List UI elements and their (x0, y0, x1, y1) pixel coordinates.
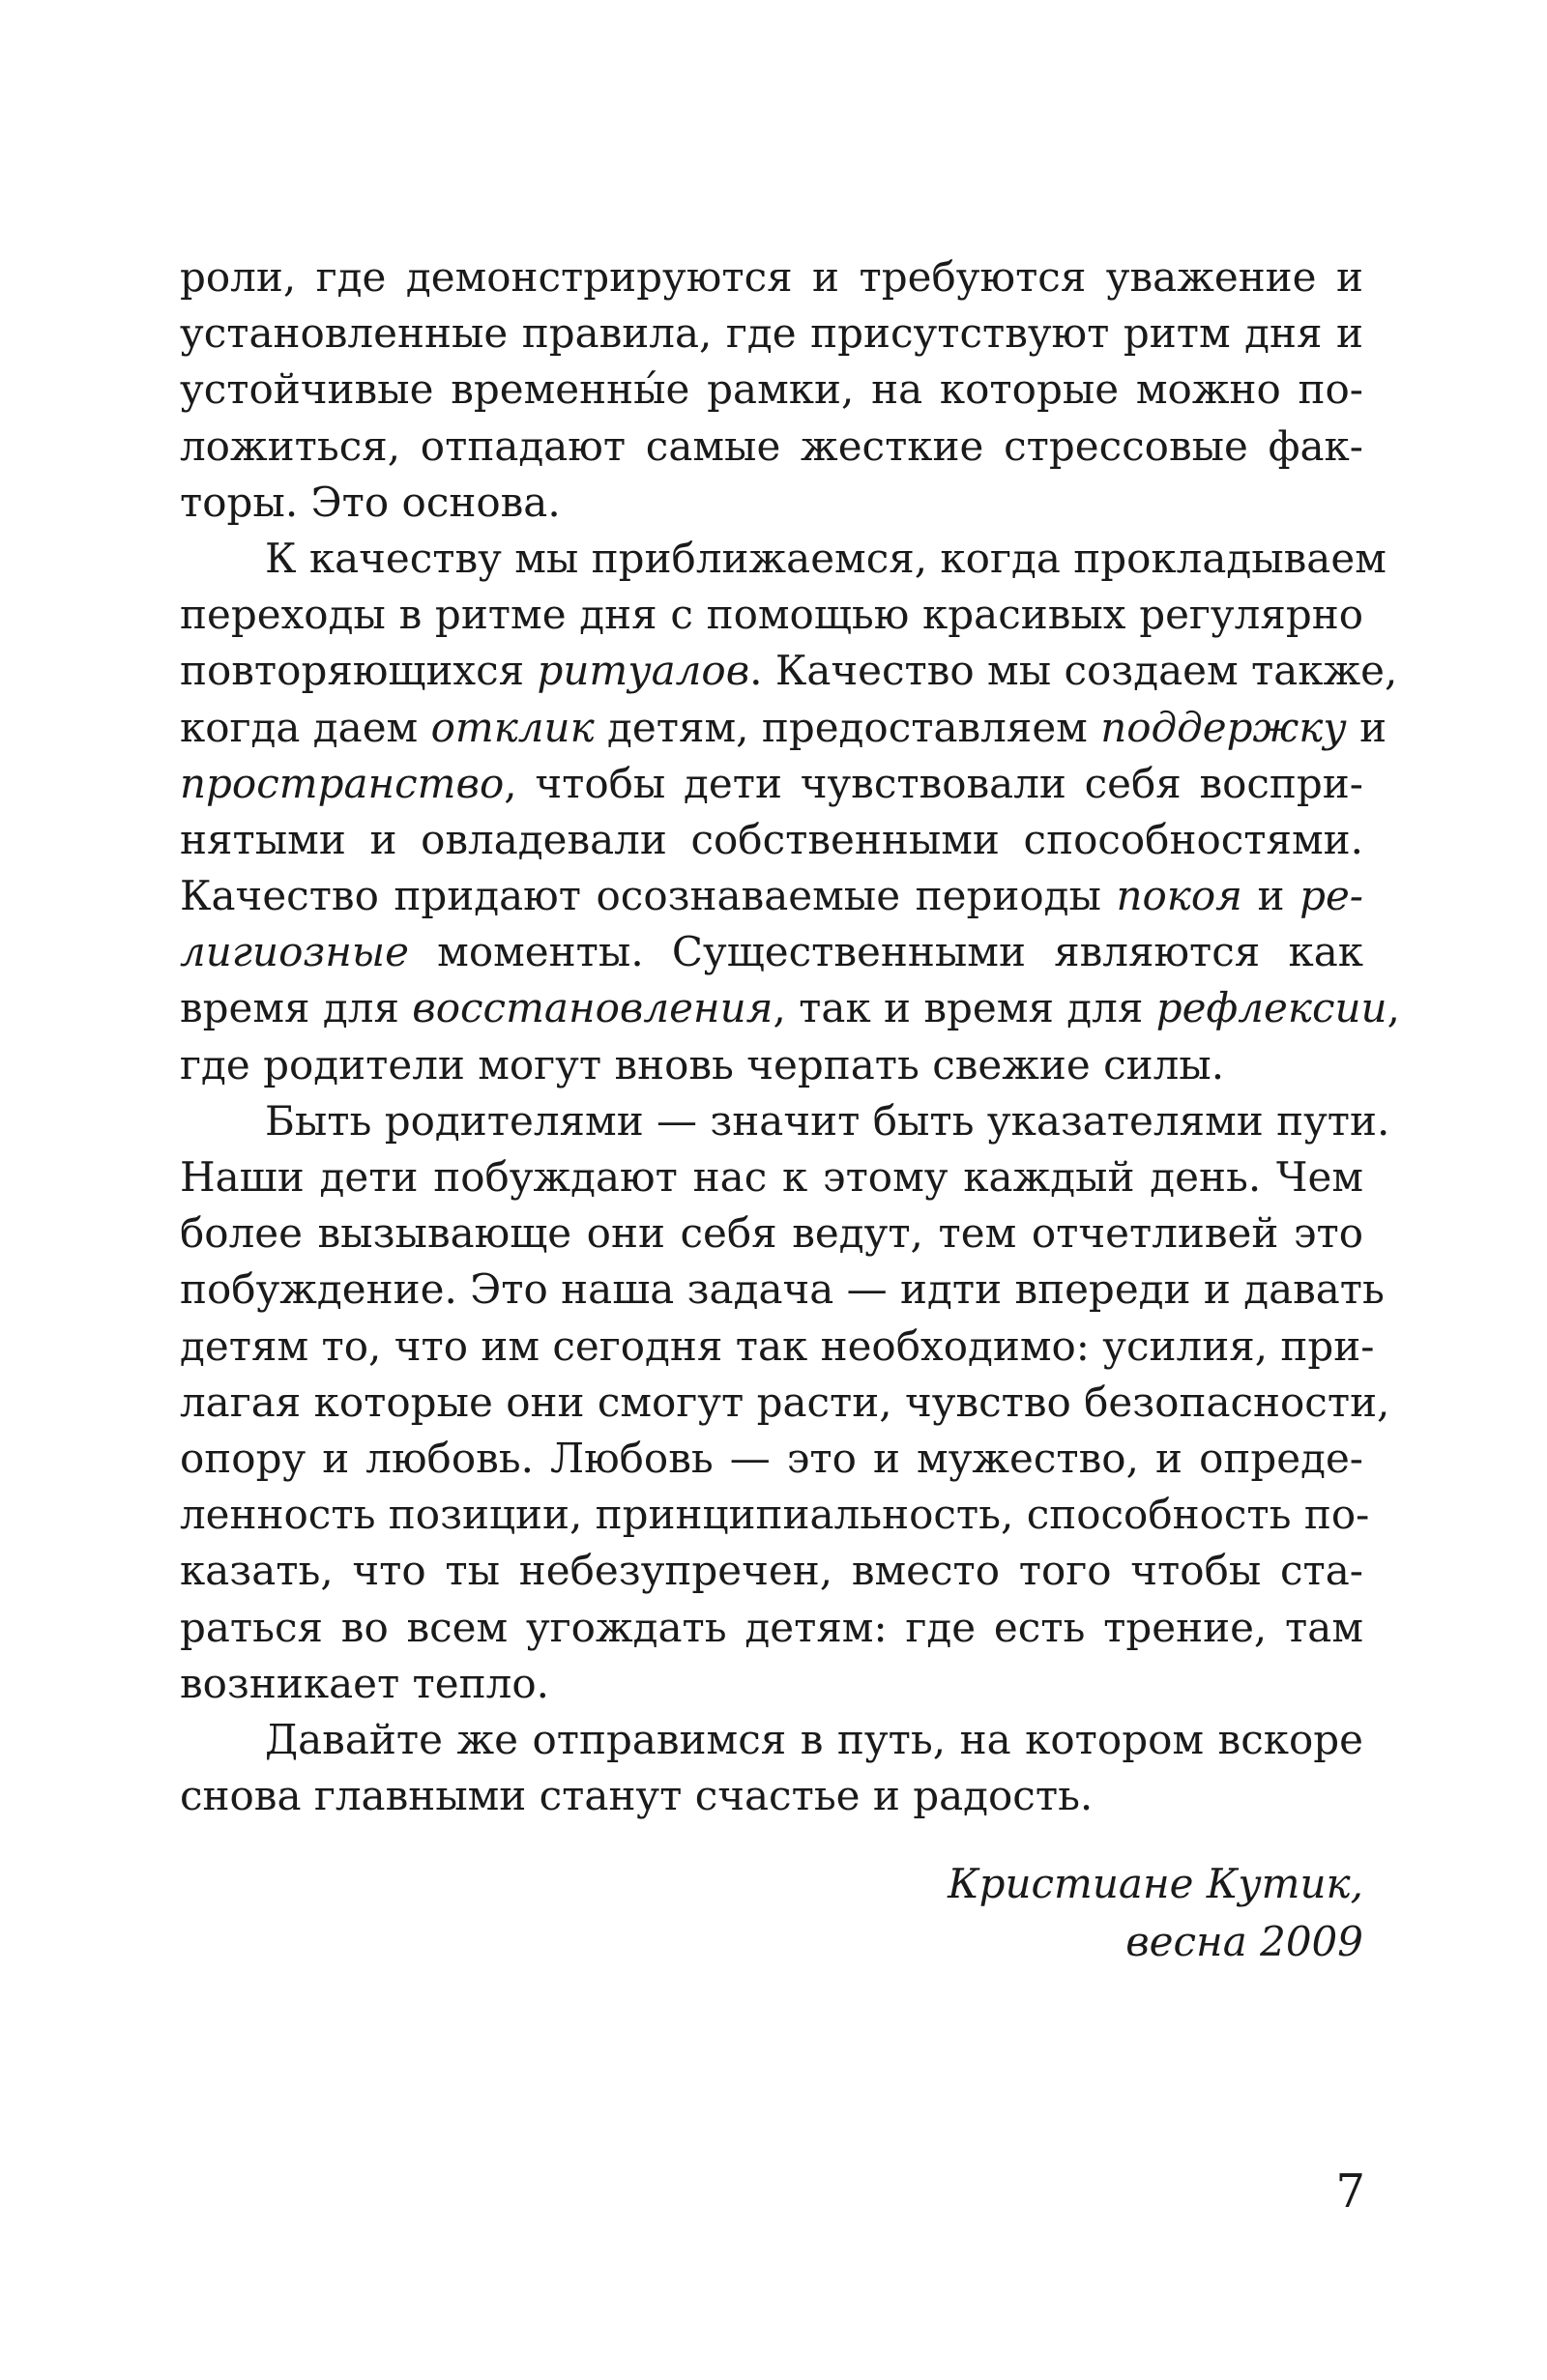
text-run: побуждение. Это наша задача — идти впереди и давать (180, 1265, 1385, 1314)
text-line (180, 1205, 1363, 1262)
italic-text: отклик (430, 703, 595, 751)
italic-text: рефлексии (1155, 984, 1387, 1032)
text-line (180, 1262, 1385, 1318)
text-run: Наши дети побуждают нас к этому каждый день. Чем (180, 1153, 1363, 1201)
text-run: раться во всем угождать детям: где есть трение, там (180, 1603, 1363, 1651)
text-line (180, 643, 1398, 699)
text-run: ленность позиции, принципиальность, способность по- (180, 1491, 1370, 1539)
text-run: повторяющихся (180, 647, 538, 695)
text-run: . Качество мы создаем также, (749, 647, 1398, 695)
text-line (180, 1149, 1363, 1205)
page-number: 7 (1335, 2164, 1365, 2219)
text-line (180, 924, 1363, 980)
text-line (180, 531, 1386, 587)
paragraph (180, 1093, 1390, 1712)
text-line (180, 1768, 1363, 1824)
text-line (180, 756, 1363, 812)
page-body (180, 249, 1400, 1824)
italic-text: ре- (1299, 872, 1363, 920)
text-run: и (1241, 872, 1300, 920)
italic-text: ритуалов (537, 647, 750, 695)
italic-text: пространство (180, 759, 505, 807)
text-run: , чтобы дети чувствовали себя воспри- (504, 759, 1363, 807)
text-run: казать, что ты небезупречен, вместо того чтобы ста- (180, 1547, 1363, 1595)
text-run: , так и время для (773, 984, 1156, 1032)
text-run: Быть родителями — значит быть указателями пути. (265, 1096, 1390, 1145)
text-run: лагая которые они смогут расти, чувство безопасности, (180, 1378, 1390, 1426)
text-line (180, 1431, 1363, 1487)
text-run: снова главными станут счастье и радость. (180, 1772, 1094, 1820)
text-line (180, 1712, 1363, 1768)
text-run: Давайте же отправимся в путь, на котором вскоре (265, 1715, 1363, 1763)
text-run: детям то, что им сегодня так необходимо: усилия, при- (180, 1321, 1375, 1370)
text-line (180, 475, 1363, 531)
author-signature-date: весна 2009 (1125, 1918, 1363, 1965)
text-line (180, 1093, 1390, 1149)
text-line (180, 700, 1387, 756)
text-run: опору и любовь. Любовь — это и мужество, и опреде- (180, 1434, 1363, 1482)
text-run: время для (180, 984, 413, 1032)
text-run: и (1346, 703, 1387, 751)
text-run: детям, предоставляем (594, 703, 1101, 751)
text-line (180, 1600, 1363, 1656)
text-run: Качество придают осознаваемые периоды (180, 872, 1117, 920)
text-line (180, 305, 1363, 362)
text-line (180, 1319, 1375, 1375)
text-line (180, 812, 1363, 868)
text-run: где родители могут вновь черпать свежие силы. (180, 1040, 1225, 1088)
text-line (180, 1375, 1390, 1431)
text-run: устойчивые временны́е рамки, на которые можно по- (180, 365, 1363, 414)
text-line (180, 1487, 1370, 1543)
paragraph (180, 1712, 1363, 1824)
text-run: установленные правила, где присутствуют ритм дня и (180, 309, 1363, 358)
text-line (180, 419, 1363, 475)
author-signature-name: Кристиане Кутик, (948, 1860, 1363, 1907)
paragraph (180, 531, 1400, 1093)
text-run: более вызывающе они себя ведут, тем отчетливей это (180, 1209, 1363, 1258)
text-line (180, 1037, 1363, 1093)
text-run: ложиться, отпадают самые жесткие стрессовые фак- (180, 421, 1363, 470)
text-run: когда даем (180, 703, 431, 751)
text-run: роли, где демонстрируются и требуются уважение и (180, 253, 1363, 301)
text-line (180, 980, 1400, 1036)
text-line (180, 1656, 1363, 1712)
text-run: , (1386, 984, 1400, 1032)
text-line (180, 362, 1363, 418)
text-run: К качеству мы приближаемся, когда прокладываем (265, 534, 1386, 582)
text-line (180, 249, 1363, 305)
italic-text: покоя (1116, 872, 1242, 920)
italic-text: восстановления (412, 984, 774, 1032)
italic-text: поддержку (1100, 703, 1347, 751)
text-line (180, 868, 1363, 924)
paragraph (180, 249, 1363, 531)
text-line (180, 587, 1363, 643)
text-line (180, 1543, 1363, 1599)
text-run: торы. Это основа. (180, 478, 561, 526)
text-run: нятыми и овладевали собственными способностями. (180, 815, 1363, 863)
text-run: возникает тепло. (180, 1659, 549, 1707)
text-run: моменты. Существенными являются как (409, 928, 1363, 976)
text-run: переходы в ритме дня с помощью красивых регулярно (180, 591, 1363, 639)
italic-text: лигиозные (180, 928, 409, 976)
